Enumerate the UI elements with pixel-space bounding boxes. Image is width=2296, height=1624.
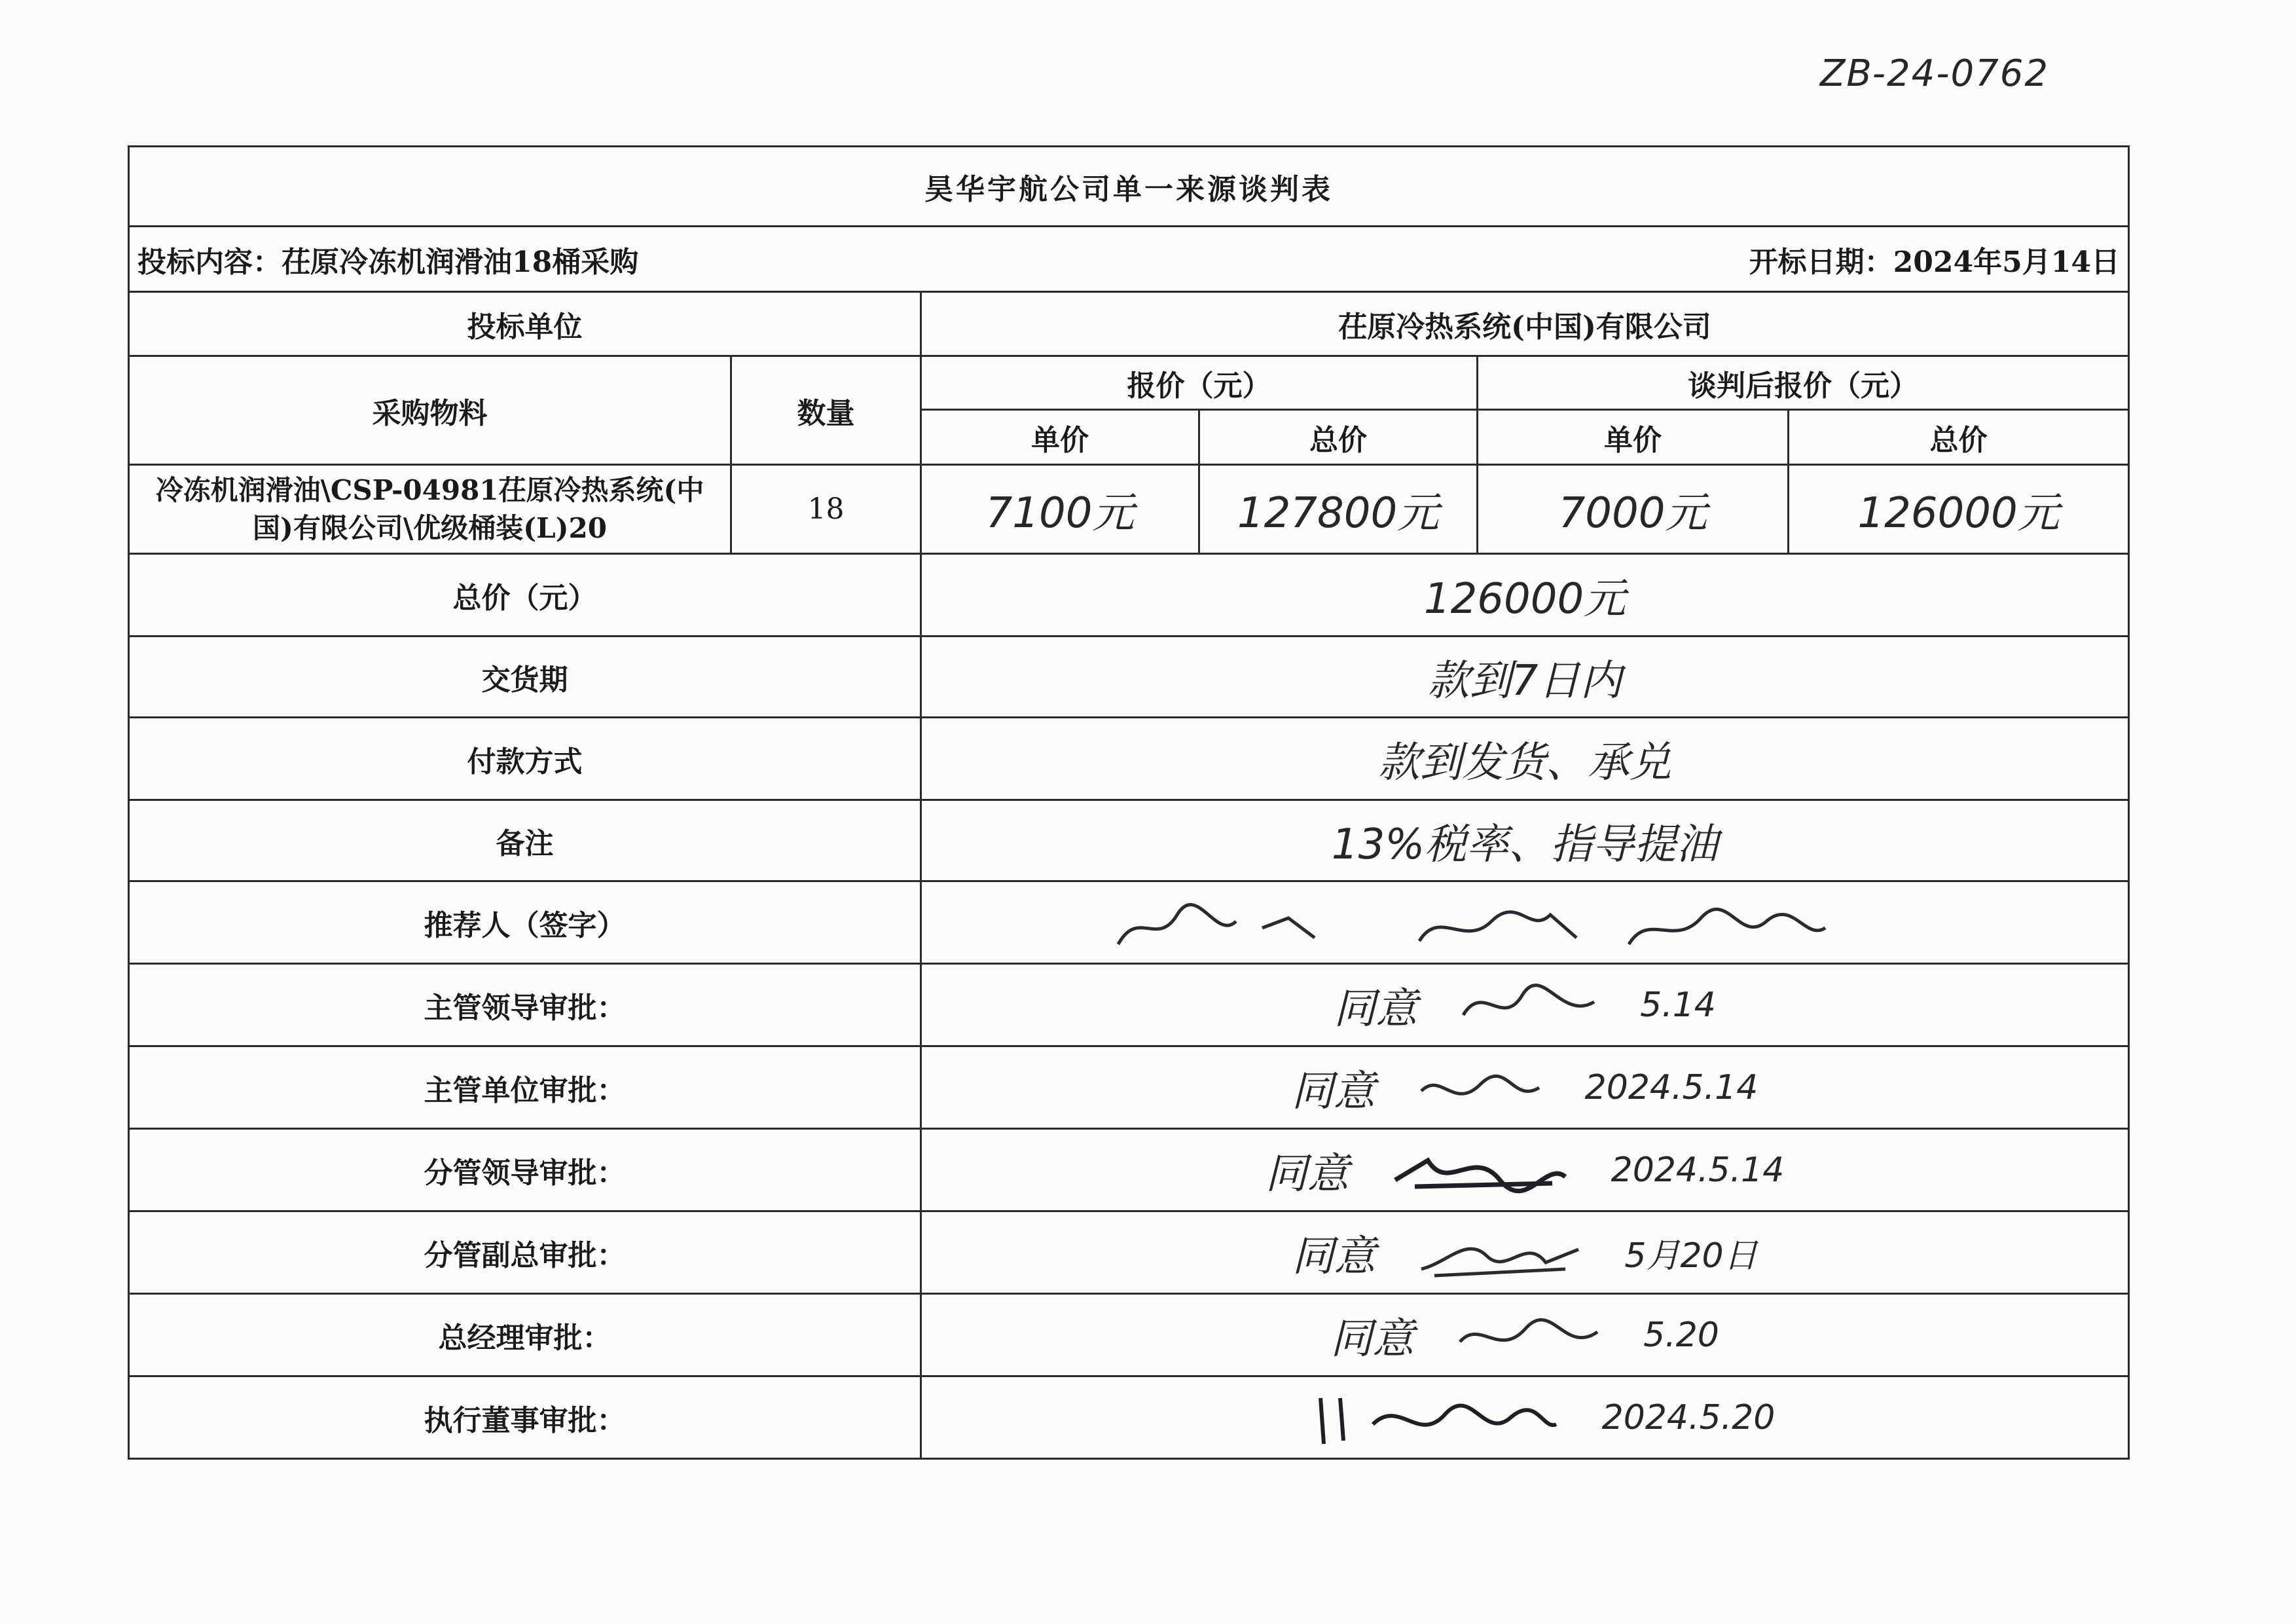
quantity-label: 数量: [731, 356, 921, 465]
header-row: [137, 238, 2120, 280]
payment-label: 付款方式: [129, 718, 921, 800]
quote-label: 报价（元）: [921, 356, 1478, 410]
bidder-name: 茌原冷热系统(中国)有限公司: [921, 292, 2129, 356]
recommender-signatures: [921, 881, 2129, 964]
grand-total-value: 126000元: [1423, 574, 1626, 623]
quote-total-price-label: 总价: [1199, 410, 1478, 465]
executive-director-label: 执行董事审批：: [129, 1376, 921, 1459]
remarks-value: 13%税率、指导提油: [1331, 820, 1719, 869]
quote-total-price: 127800元: [1237, 489, 1440, 538]
division-leader-date: 2024.5.14: [1611, 1150, 1785, 1190]
supervisor-unit-approval: [930, 1058, 2120, 1118]
supervisor-unit-opinion: 同意: [1291, 1067, 1376, 1116]
recommender-label: 推荐人（签字）: [129, 881, 921, 964]
deputy-gm-signature: [1415, 1223, 1585, 1282]
open-date: 开标日期：2024年5月14日: [1749, 245, 2120, 279]
deputy-gm-date: 5月20日: [1624, 1236, 1758, 1276]
form-title: 昊华宇航公司单一来源谈判表: [129, 147, 2129, 227]
delivery-label: 交货期: [129, 637, 921, 718]
division-leader-label: 分管领导审批：: [129, 1129, 921, 1211]
gm-opinion: 同意: [1330, 1314, 1415, 1363]
executive-director-approval: [930, 1385, 2120, 1450]
remarks-label: 备注: [129, 800, 921, 881]
document-number: ZB-24-0762: [1820, 52, 2049, 95]
gm-date: 5.20: [1643, 1315, 1719, 1355]
delivery-value: 款到7日内: [1427, 656, 1622, 705]
negotiated-quote-label: 谈判后报价（元）: [1478, 356, 2129, 410]
supervisor-leader-approval: [930, 975, 2120, 1035]
payment-value: 款到发货、承兑: [1378, 738, 1671, 787]
bid-content: 投标内容：茌原冷冻机润滑油18桶采购: [137, 245, 639, 279]
gm-approval: [930, 1305, 2120, 1365]
quote-unit-price: 7100元: [985, 489, 1135, 538]
supervisor-unit-signature: [1415, 1058, 1546, 1117]
item-quantity: 18: [731, 465, 921, 554]
division-leader-opinion: 同意: [1265, 1149, 1349, 1198]
supervisor-leader-date: 5.14: [1640, 985, 1716, 1025]
supervisor-unit-date: 2024.5.14: [1584, 1067, 1758, 1107]
supervisor-leader-opinion: 同意: [1334, 984, 1418, 1033]
supervisor-leader-signature: [1457, 976, 1601, 1035]
executive-director-signature: [1314, 1385, 1563, 1450]
executive-director-date: 2024.5.20: [1601, 1397, 1776, 1437]
recommender-signature-marks: [922, 882, 1999, 964]
material-name: 冷冻机润滑油\CSP-04981茌原冷热系统(中国)有限公司\优级桶装(L)20: [155, 473, 704, 544]
negotiated-total-price: 126000元: [1857, 489, 2060, 538]
negotiated-unit-price: 7000元: [1558, 489, 1707, 538]
grand-total-label: 总价（元）: [129, 554, 921, 637]
deputy-gm-opinion: 同意: [1292, 1232, 1376, 1281]
deputy-gm-approval: [930, 1223, 2120, 1283]
negotiation-form-table: [128, 145, 2130, 1460]
deputy-gm-label: 分管副总审批：: [129, 1211, 921, 1294]
supervisor-unit-label: 主管单位审批：: [129, 1046, 921, 1129]
quote-unit-price-label: 单价: [921, 410, 1199, 465]
negotiated-total-price-label: 总价: [1789, 410, 2129, 465]
supervisor-leader-label: 主管领导审批：: [129, 964, 921, 1046]
material-label: 采购物料: [129, 356, 731, 465]
division-leader-signature: [1389, 1141, 1572, 1200]
negotiated-unit-price-label: 单价: [1478, 410, 1789, 465]
gm-signature: [1453, 1306, 1604, 1365]
division-leader-approval: [930, 1140, 2120, 1200]
gm-label: 总经理审批：: [129, 1294, 921, 1376]
bidder-label: 投标单位: [129, 292, 921, 356]
